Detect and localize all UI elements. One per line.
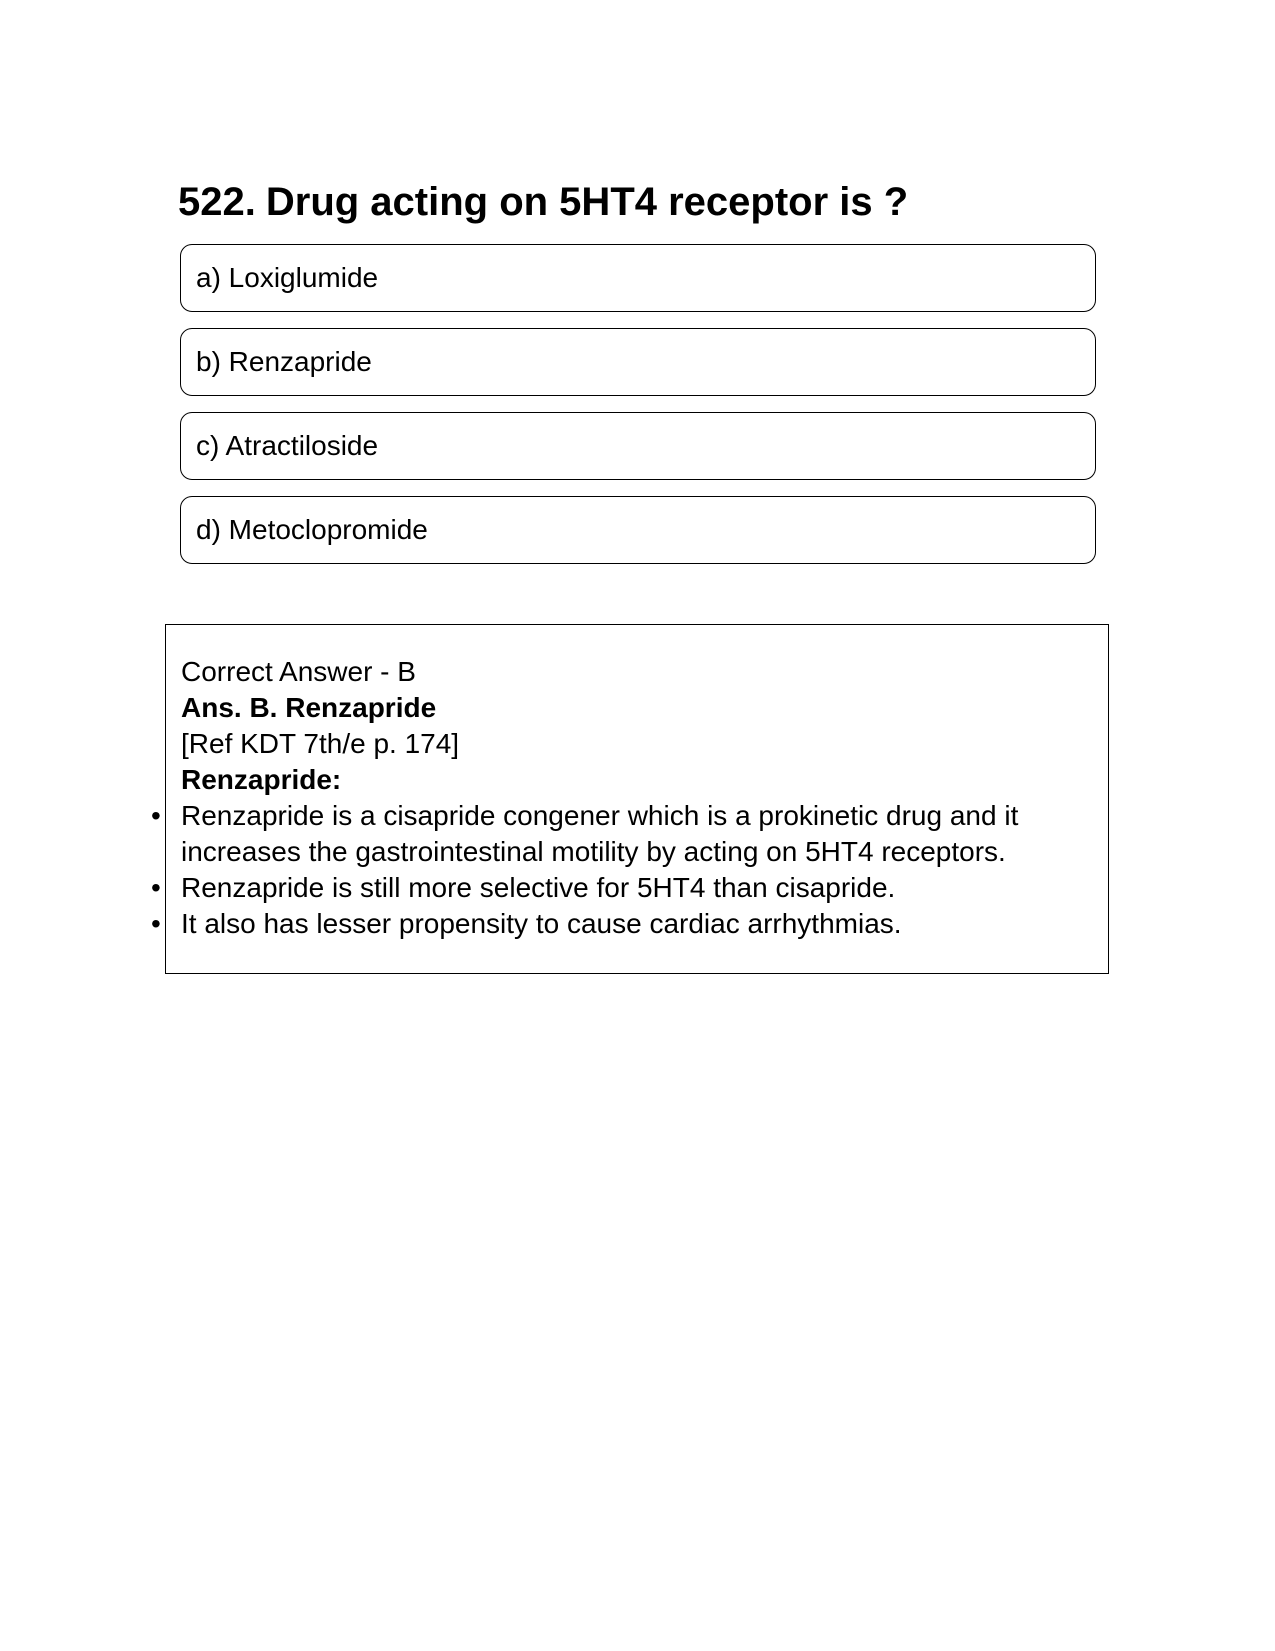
- point-line: Renzapride is still more selective for 5HT4 than cisapride.: [181, 872, 896, 903]
- point-line: increases the gastrointestinal motility by acting on 5HT4 receptors.: [181, 836, 1006, 867]
- answer-heading: Ans. B. Renzapride: [181, 692, 437, 723]
- list-item: [151, 906, 1081, 942]
- point-line: Renzapride is a cisapride congener which is a prokinetic drug and it: [181, 800, 1019, 831]
- bullet-icon: •: [151, 872, 161, 903]
- question-number: 522.: [178, 180, 256, 224]
- correct-answer: Correct Answer - B: [181, 656, 416, 687]
- point-line: It also has lesser propensity to cause cardiac arrhythmias.: [181, 908, 902, 939]
- bullet-icon: •: [151, 800, 161, 831]
- bullet-icon: •: [151, 908, 161, 939]
- reference: [Ref KDT 7th/e p. 174]: [181, 728, 460, 759]
- explanation-points: [151, 798, 1081, 942]
- options-list: [180, 244, 1096, 580]
- option-b[interactable]: b) Renzapride: [180, 328, 1096, 396]
- option-d[interactable]: d) Metoclopromide: [180, 496, 1096, 564]
- list-item: [151, 870, 1081, 906]
- list-item: [151, 798, 1081, 870]
- answer-subheading: Renzapride:: [181, 764, 342, 795]
- option-c[interactable]: c) Atractiloside: [180, 412, 1096, 480]
- question-heading: [178, 178, 908, 226]
- option-a[interactable]: a) Loxiglumide: [180, 244, 1096, 312]
- question-text: Drug acting on 5HT4 receptor is ?: [265, 180, 909, 224]
- answer-explanation: [151, 654, 1081, 942]
